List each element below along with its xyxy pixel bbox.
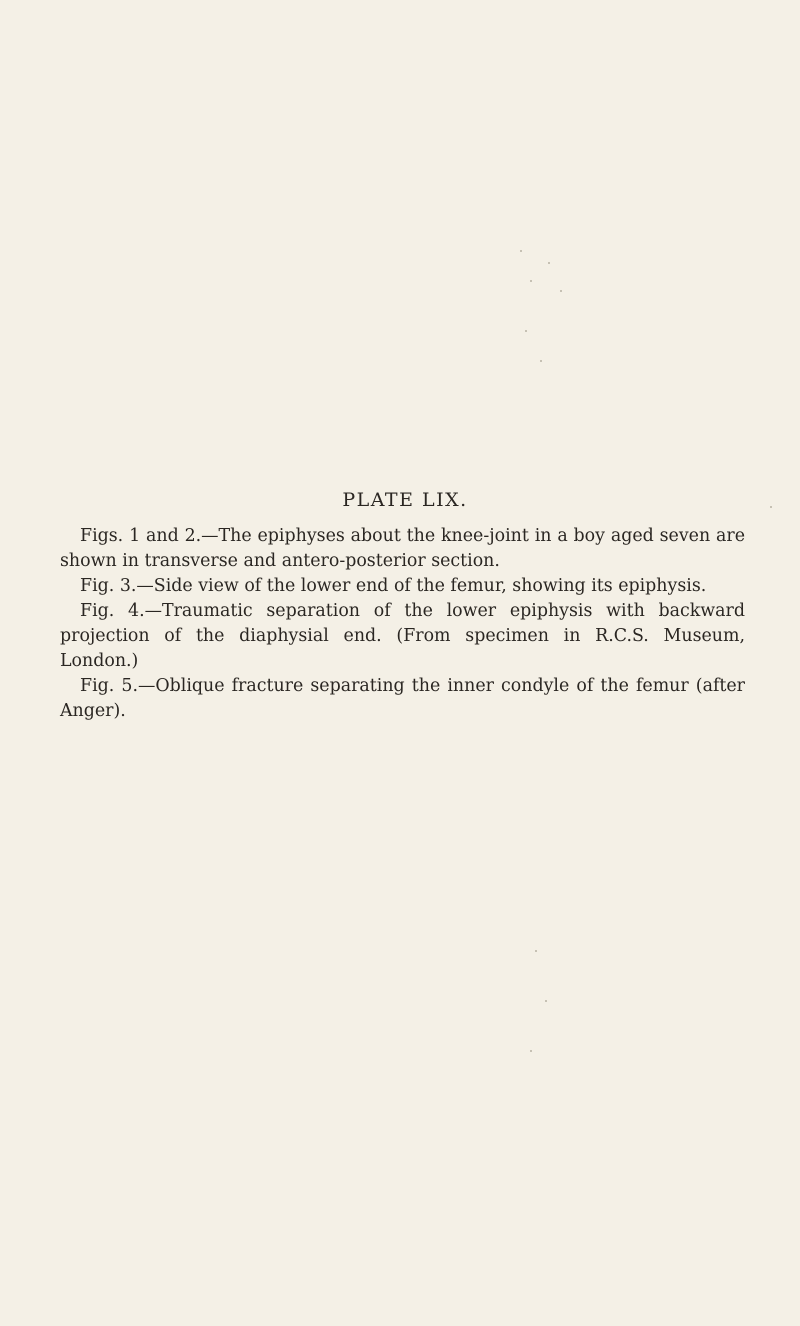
caption-figs-1-2: Figs. 1 and 2.—The epiphyses about the knee-joint in a boy aged seven are shown in transverse and antero-posterior section. — [60, 526, 745, 571]
plate-caption — [60, 524, 745, 724]
caption-fig-5: Fig. 5.—Oblique fracture separating the inner condyle of the femur (after Anger). — [60, 676, 745, 721]
plate-title: PLATE LIX. — [342, 489, 468, 511]
caption-fig-4: Fig. 4.—Traumatic separation of the lower epiphysis with backward projection of the diaphysial end. (From specimen in R.C.S. Museum, London.) — [60, 601, 745, 671]
caption-fig-3: Fig. 3.—Side view of the lower end of the femur, showing its epiphysis. — [80, 576, 707, 596]
